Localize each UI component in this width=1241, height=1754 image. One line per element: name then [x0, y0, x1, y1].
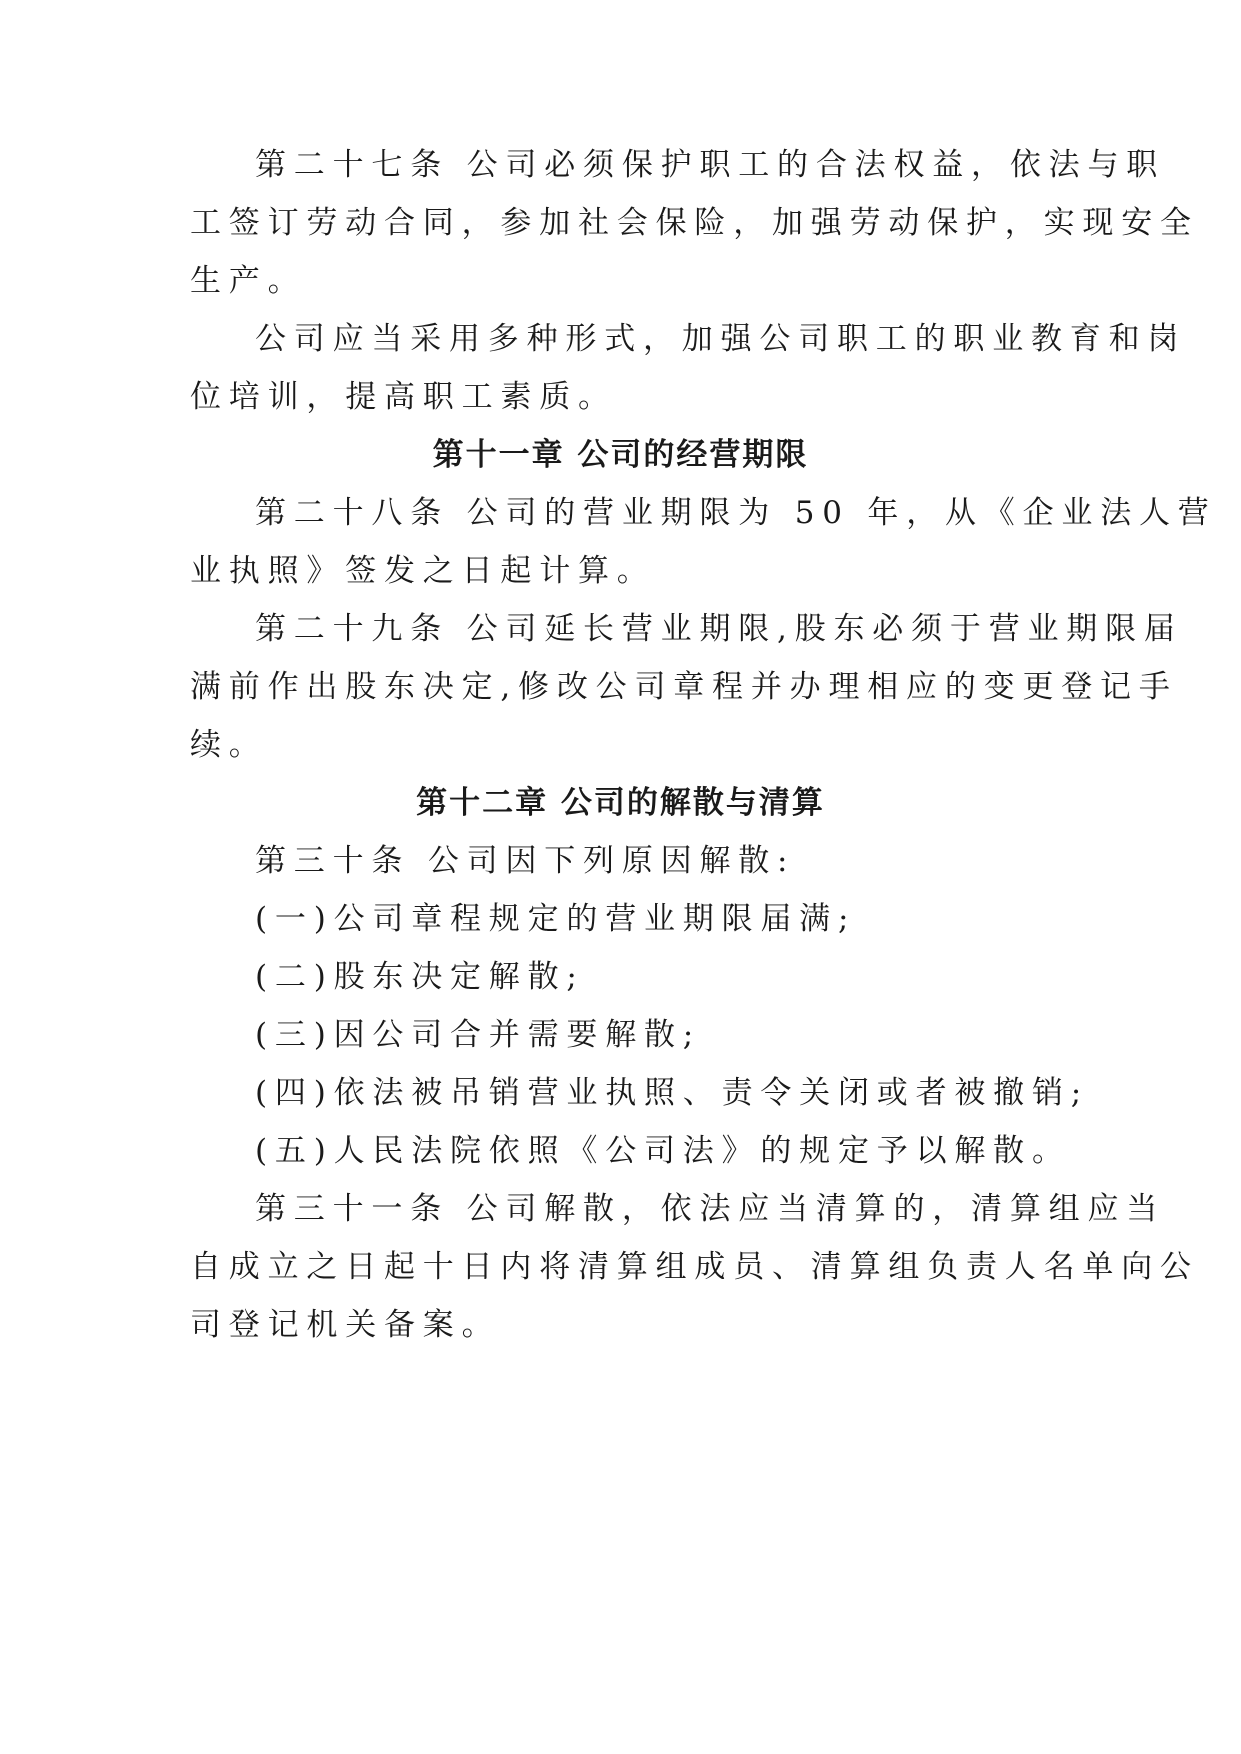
- article-30-item-1: (一)公司章程规定的营业期限届满;: [255, 901, 857, 937]
- article-27-para-2-line-1: 公司应当采用多种形式，加强公司职工的职业教育和岗: [255, 321, 1187, 357]
- article-30-item-3: (三)因公司合并需要解散;: [255, 1017, 702, 1053]
- chapter-12-heading: 第十二章 公司的解散与清算: [416, 785, 825, 821]
- article-28-line-2: 业执照》签发之日起计算。: [190, 553, 656, 589]
- article-30-item-4: (四)依法被吊销营业执照、责令关闭或者被撤销;: [255, 1075, 1090, 1111]
- article-30-line-1: 第三十条 公司因下列原因解散:: [255, 843, 796, 879]
- article-29-line-1: 第二十九条 公司延长营业期限,股东必须于营业期限届: [255, 611, 1183, 647]
- article-31-line-2: 自成立之日起十日内将清算组成员、清算组负责人名单向公: [190, 1249, 1199, 1285]
- chapter-11-heading: 第十一章 公司的经营期限: [432, 437, 809, 473]
- article-28-line-1: 第二十八条 公司的营业期限为 50 年，从《企业法人营: [255, 495, 1217, 531]
- article-27-line-1: 第二十七条 公司必须保护职工的合法权益，依法与职: [255, 147, 1166, 183]
- article-30-item-5: (五)人民法院依照《公司法》的规定予以解散。: [255, 1133, 1071, 1169]
- article-29-line-2: 满前作出股东决定,修改公司章程并办理相应的变更登记手: [190, 669, 1178, 705]
- article-27-para-2-line-2: 位培训，提高职工素质。: [190, 379, 617, 415]
- article-29-line-3: 续。: [190, 727, 268, 763]
- article-27-line-2: 工签订劳动合同，参加社会保险，加强劳动保护，实现安全: [190, 205, 1199, 241]
- article-27-line-3: 生产。: [190, 263, 307, 299]
- article-31-line-3: 司登记机关备案。: [190, 1307, 501, 1343]
- article-31-line-1: 第三十一条 公司解散，依法应当清算的，清算组应当: [255, 1191, 1166, 1227]
- article-30-item-2: (二)股东决定解散;: [255, 959, 585, 995]
